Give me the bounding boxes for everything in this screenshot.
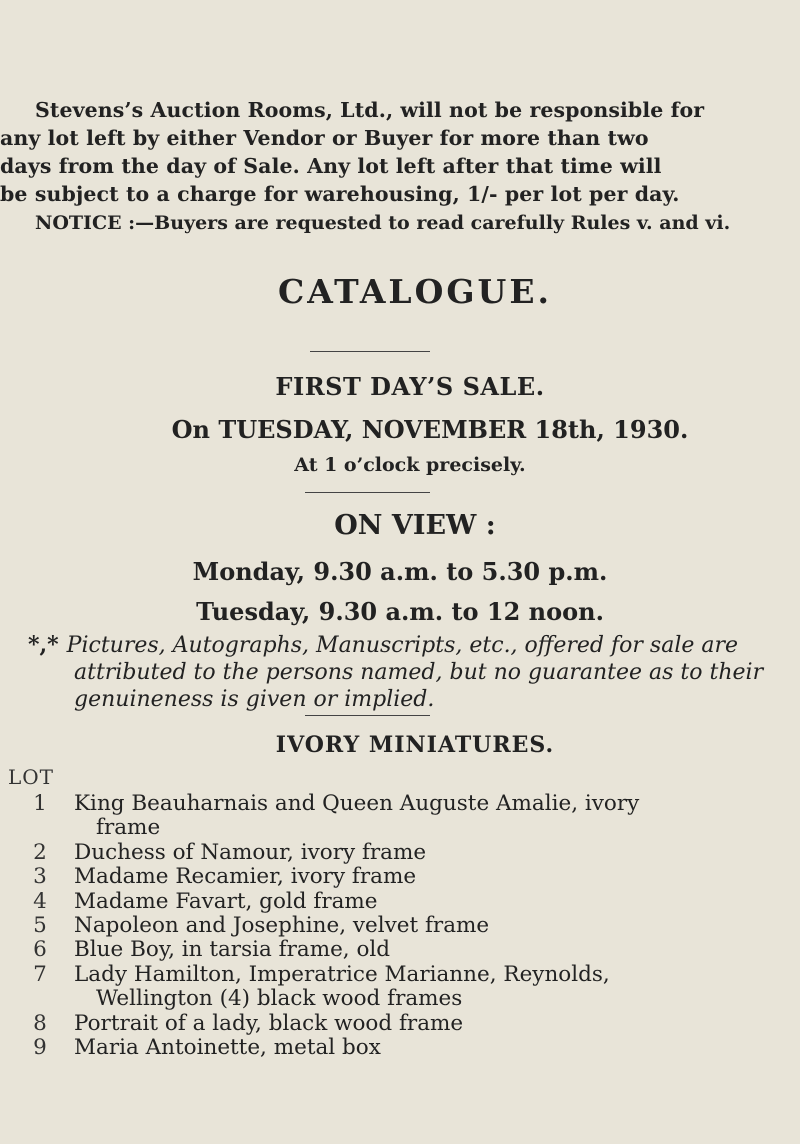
lot-description-cont: Wellington (4) black wood frames xyxy=(96,986,463,1012)
lot-number: 7 xyxy=(33,961,47,987)
divider xyxy=(305,715,430,716)
disclaimer-line: Stevens’s Auction Rooms, Ltd., will not be responsible for xyxy=(35,98,705,122)
lot-description: Madame Favart, gold frame xyxy=(74,888,378,914)
catalogue-title: CATALOGUE. xyxy=(278,272,552,311)
lot-number: 6 xyxy=(33,937,47,963)
lot-item xyxy=(0,914,800,938)
lot-description: Lady Hamilton, Imperatrice Marianne, Reynolds, xyxy=(74,961,610,987)
lot-description: Madame Recamier, ivory frame xyxy=(74,864,417,890)
lot-item xyxy=(0,1012,800,1036)
sale-time: At 1 o’clock precisely. xyxy=(294,454,526,476)
disclaimer-line: days from the day of Sale. Any lot left after that time will xyxy=(0,154,662,178)
genuineness-note xyxy=(28,632,798,713)
view-tuesday: Tuesday, 9.30 a.m. to 12 noon. xyxy=(196,597,604,626)
on-view-title: ON VIEW : xyxy=(334,510,496,541)
lot-number: 5 xyxy=(33,913,47,939)
note-line: attributed to the persons named, but no guarantee as to their xyxy=(74,660,764,685)
lot-item xyxy=(0,1036,800,1060)
lot-item xyxy=(0,890,800,914)
note-line: Pictures, Autographs, Manuscripts, etc., offered for sale are xyxy=(66,633,739,658)
lot-number: 4 xyxy=(33,888,47,914)
lot-list xyxy=(0,792,800,1060)
lot-description: Napoleon and Josephine, velvet frame xyxy=(74,913,490,939)
lot-item xyxy=(0,938,800,962)
asterism: *,* xyxy=(28,632,59,658)
lot-item xyxy=(0,841,800,865)
divider xyxy=(305,492,430,493)
lot-description-cont: frame xyxy=(96,815,161,841)
lot-description: King Beauharnais and Queen Auguste Amalie, ivory xyxy=(74,791,640,816)
lot-description: Portrait of a lady, black wood frame xyxy=(74,1010,464,1036)
lot-number: 8 xyxy=(33,1010,47,1036)
lot-description: Maria Antoinette, metal box xyxy=(74,1035,381,1061)
section-title: IVORY MINIATURES. xyxy=(275,732,555,758)
lot-number: 9 xyxy=(33,1035,47,1061)
lot-description: Duchess of Namour, ivory frame xyxy=(74,839,427,865)
notice-line: NOTICE :—Buyers are requested to read carefully Rules v. and vi. xyxy=(35,212,731,234)
lot-number: 3 xyxy=(33,864,47,890)
lot-number: 1 xyxy=(33,791,47,816)
lot-description: Blue Boy, in tarsia frame, old xyxy=(74,937,391,963)
lot-item xyxy=(0,865,800,889)
view-monday: Monday, 9.30 a.m. to 5.30 p.m. xyxy=(192,557,608,586)
disclaimer-line: any lot left by either Vendor or Buyer for more than two xyxy=(0,126,649,150)
sale-title: FIRST DAY’S SALE. xyxy=(275,372,545,401)
sale-date: On TUESDAY, NOVEMBER 18th, 1930. xyxy=(171,415,689,444)
lot-item xyxy=(0,792,800,841)
disclaimer-paragraph xyxy=(0,96,800,208)
lot-column-header: LOT xyxy=(8,765,55,789)
lot-item xyxy=(0,963,800,1012)
note-line: genuineness is given or implied. xyxy=(74,687,435,712)
disclaimer-line: be subject to a charge for warehousing, 1/- per lot per day. xyxy=(0,182,680,206)
divider xyxy=(310,351,430,352)
lot-number: 2 xyxy=(33,839,47,865)
